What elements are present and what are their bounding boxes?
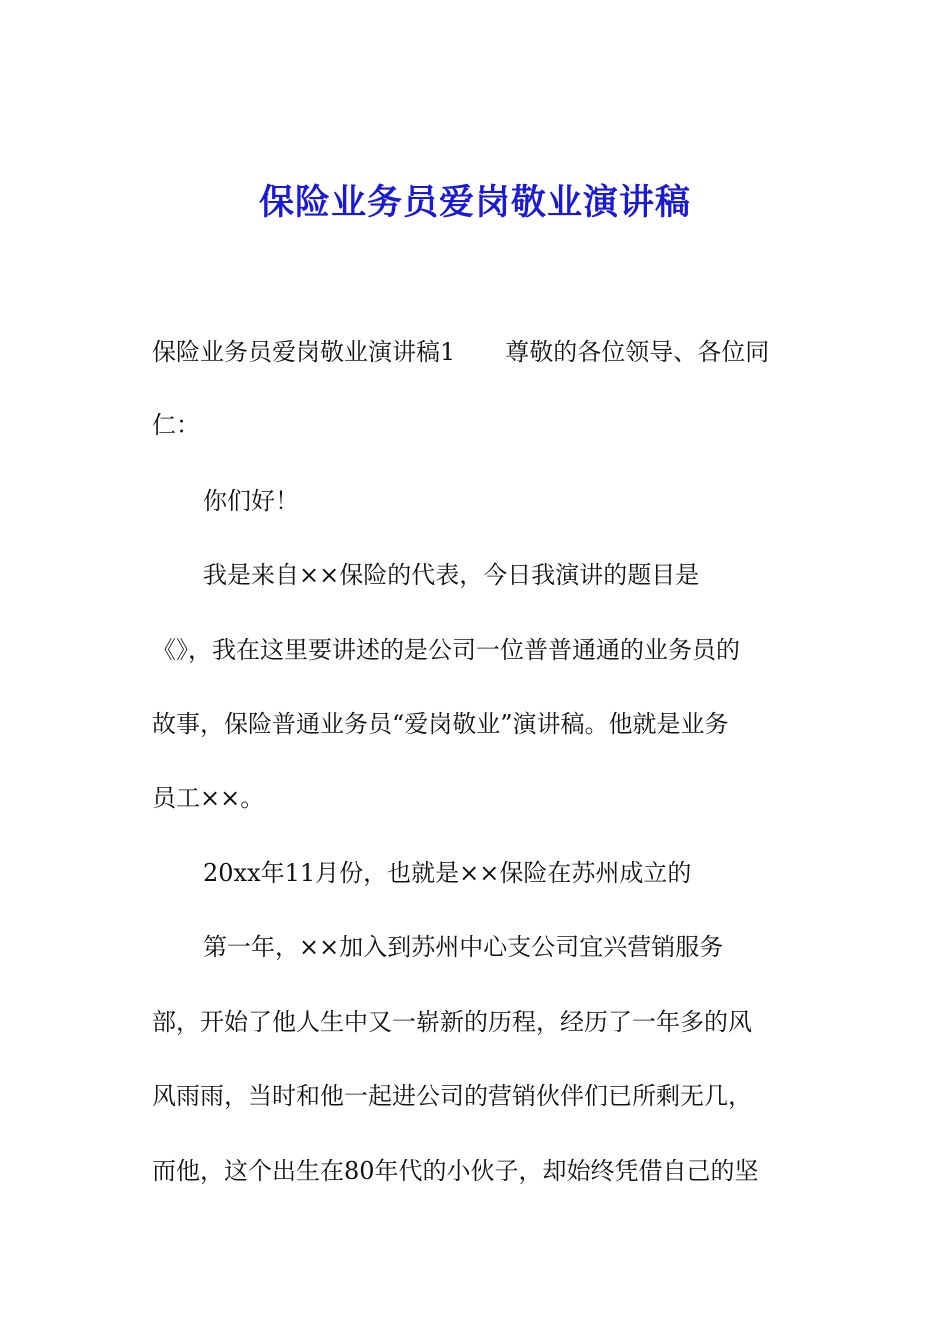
text-line-7: 员工××。 [152, 784, 265, 812]
document-title: 保险业务员爱岗敬业演讲稿 [258, 182, 691, 223]
text-line-12: 而他，这个出生在80年代的小伙子，却始终凭借自己的坚 [152, 1157, 759, 1185]
text-line-8: 20xx年11月份，也就是××保险在苏州成立的 [203, 859, 692, 887]
text-line-1 [152, 332, 769, 372]
text-line-4: 我是来自××保险的代表，今日我演讲的题目是 [203, 561, 700, 589]
text-line-2: 仁： [152, 411, 200, 439]
text-line-1-salutation: 尊敬的各位领导、各位同 [505, 338, 770, 366]
text-line-3: 你们好！ [203, 487, 299, 515]
text-line-11: 风雨雨，当时和他一起进公司的营销伙伴们已所剩无几， [152, 1082, 752, 1110]
text-line-10: 部，开始了他人生中又一崭新的历程，经历了一年多的风 [152, 1008, 752, 1036]
text-line-1-heading: 保险业务员爱岗敬业演讲稿1 [152, 338, 456, 366]
text-line-5: 《》，我在这里要讲述的是公司一位普普通通的业务员的 [152, 636, 740, 664]
text-line-6: 故事，保险普通业务员“爱岗敬业”演讲稿。他就是业务 [152, 710, 729, 738]
text-line-9: 第一年，××加入到苏州中心支公司宜兴营销服务 [203, 933, 724, 961]
